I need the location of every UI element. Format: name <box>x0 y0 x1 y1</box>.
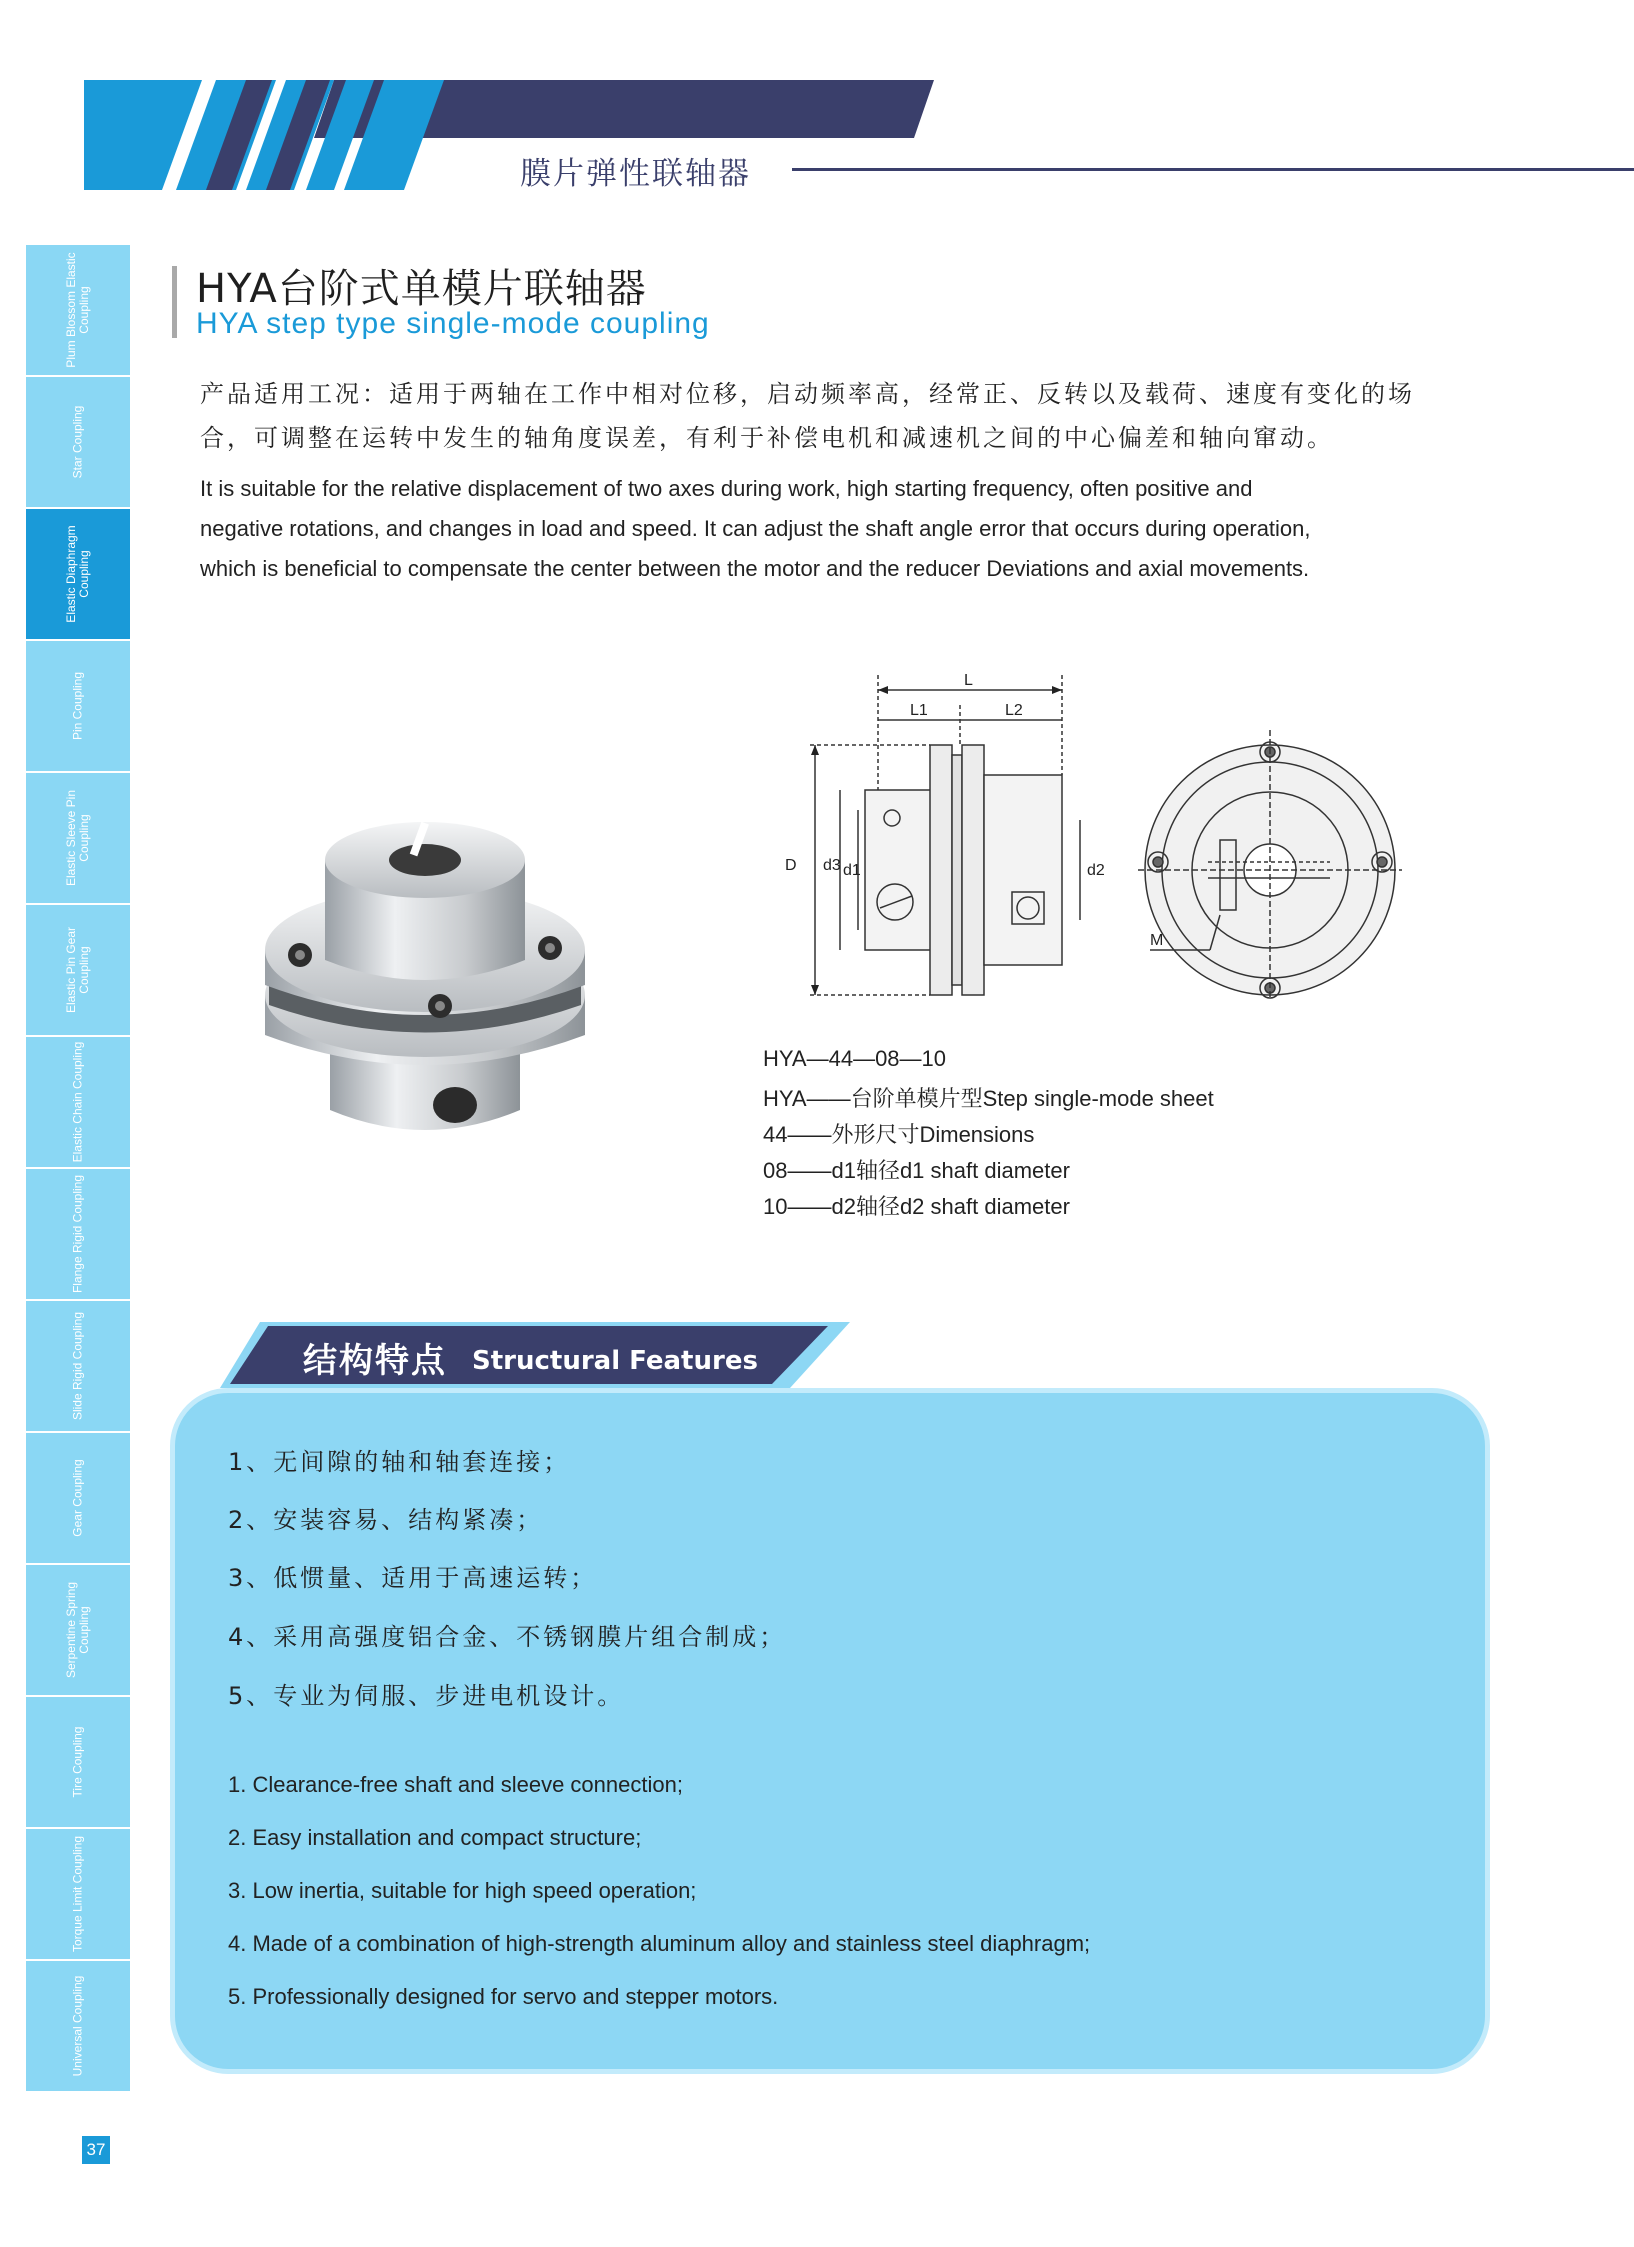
sidebar-item-elastic-diaphragm[interactable] <box>26 509 130 639</box>
sidebar-item-label: Slide Rigid Coupling <box>70 1311 85 1421</box>
description-cn-line: 产品适用工况：适用于两轴在工作中相对位移，启动频率高，经常正、反转以及载荷、速度有变化的场 <box>200 380 1415 408</box>
feature-item-cn: 1、无间隙的轴和轴套连接； <box>228 1448 571 1476</box>
sidebar-item-serpentine-spring[interactable] <box>26 1565 130 1695</box>
sidebar-item-label: Elastic Diaphragm Coupling <box>64 525 91 623</box>
sidebar-item-plum-blossom[interactable] <box>26 245 130 375</box>
sidebar-item-pin[interactable] <box>26 641 130 771</box>
sidebar-item-label: Pin Coupling <box>70 671 85 741</box>
dim-label-L: L <box>964 672 973 689</box>
dim-label-L1: L1 <box>910 702 928 719</box>
product-title-en: HYA step type single-mode coupling <box>196 307 710 340</box>
section-title: 膜片弹性联轴器 <box>520 156 751 192</box>
dimension-drawing <box>730 660 1420 1000</box>
description-en-line: It is suitable for the relative displacement of two axes during work, high starting frequency, often positive and <box>200 476 1253 501</box>
coupling-product-image <box>255 820 595 1150</box>
sidebar-item-flange-rigid[interactable] <box>26 1169 130 1299</box>
feature-item-en: 4. Made of a combination of high-strength aluminum alloy and stainless steel diaphragm; <box>228 1931 1091 1956</box>
header-banner-graphic <box>84 80 934 190</box>
sidebar-item-elastic-chain[interactable] <box>26 1037 130 1167</box>
dim-label-D: D <box>785 857 797 874</box>
sidebar-item-label: Elastic Sleeve Pin Coupling <box>64 789 91 887</box>
sidebar-item-label: Plum Blossom Elastic Coupling <box>64 252 91 368</box>
sidebar-item-torque-limit[interactable] <box>26 1829 130 1959</box>
model-code-line: 08——d1轴径d1 shaft diameter <box>763 1158 1070 1183</box>
feature-item-cn: 2、安装容易、结构紧凑； <box>228 1506 544 1534</box>
model-code-line: 10——d2轴径d2 shaft diameter <box>763 1194 1070 1219</box>
features-heading-en: Structural Features <box>472 1346 758 1376</box>
sidebar-item-label: Elastic Pin Gear Coupling <box>64 926 91 1014</box>
sidebar-item-label: Gear Coupling <box>70 1459 85 1537</box>
description-en-line: which is beneficial to compensate the center between the motor and the reducer Deviations and axial movements. <box>200 556 1310 581</box>
model-code-line: 44——外形尺寸Dimensions <box>763 1122 1035 1147</box>
model-code-line: HYA——台阶单模片型Step single-mode sheet <box>763 1086 1214 1111</box>
sidebar-item-elastic-pin-gear[interactable] <box>26 905 130 1035</box>
feature-item-cn: 3、低惯量、适用于高速运转； <box>228 1564 598 1592</box>
sidebar-item-elastic-sleeve-pin[interactable] <box>26 773 130 903</box>
category-sidebar <box>26 245 130 2093</box>
feature-item-cn: 5、专业为伺服、步进电机设计。 <box>228 1682 625 1710</box>
feature-item-en: 2. Easy installation and compact structure; <box>228 1825 642 1850</box>
sidebar-item-label: Star Coupling <box>70 405 85 479</box>
sidebar-item-universal[interactable] <box>26 1961 130 2091</box>
model-code-line: HYA—44—08—10 <box>763 1046 947 1071</box>
sidebar-item-label: Elastic Chain Coupling <box>70 1041 85 1163</box>
feature-item-cn: 4、采用高强度铝合金、不锈钢膜片组合制成； <box>228 1623 787 1651</box>
sidebar-item-label: Universal Coupling <box>70 1975 85 2077</box>
sidebar-item-tire[interactable] <box>26 1697 130 1827</box>
dim-label-d2: d2 <box>1087 862 1105 879</box>
sidebar-item-label: Torque Limit Coupling <box>70 1835 85 1953</box>
sidebar-item-label: Serpentine Spring Coupling <box>64 1581 91 1679</box>
dim-label-L2: L2 <box>1005 702 1023 719</box>
description-cn-line: 合，可调整在运转中发生的轴角度误差，有利于补偿电机和减速机之间的中心偏差和轴向窜动。 <box>200 424 1334 452</box>
features-heading-cn: 结构特点 <box>303 1341 447 1381</box>
feature-item-en: 1. Clearance-free shaft and sleeve connection; <box>228 1772 683 1797</box>
sidebar-item-label: Flange Rigid Coupling <box>70 1174 85 1294</box>
features-panel <box>170 1388 1490 2074</box>
dim-label-d3: d3 <box>823 857 841 874</box>
header-rule <box>792 168 1634 171</box>
sidebar-item-star[interactable] <box>26 377 130 507</box>
dim-label-d1: d1 <box>843 862 861 879</box>
sidebar-item-gear[interactable] <box>26 1433 130 1563</box>
feature-item-en: 5. Professionally designed for servo and stepper motors. <box>228 1984 779 2009</box>
sidebar-item-label: Tire Coupling <box>70 1726 85 1798</box>
description-en-line: negative rotations, and changes in load and speed. It can adjust the shaft angle error that occurs during operation, <box>200 516 1311 541</box>
page-number: 37 <box>82 2136 110 2164</box>
sidebar-item-slide-rigid[interactable] <box>26 1301 130 1431</box>
title-accent-bar <box>172 266 177 338</box>
product-title-cn: HYA台阶式单模片联轴器 <box>196 266 647 312</box>
feature-item-en: 3. Low inertia, suitable for high speed operation; <box>228 1878 697 1903</box>
dim-label-M: M <box>1150 932 1164 949</box>
